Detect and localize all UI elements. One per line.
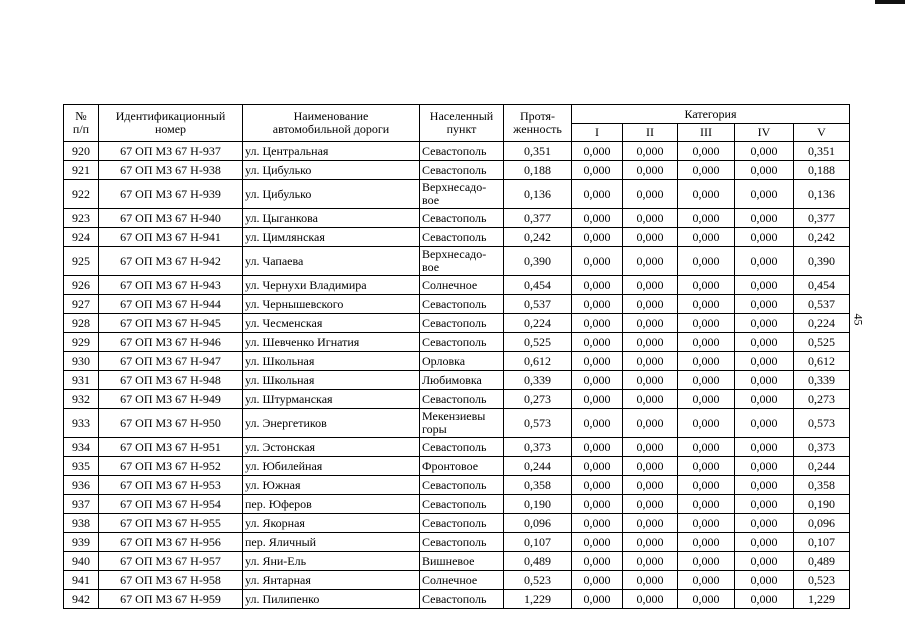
table-row — [64, 476, 850, 495]
row-road-name: ул. Энергетиков — [243, 409, 420, 438]
row-cat-2: 0,000 — [623, 514, 678, 533]
row-road-name: ул. Чесменская — [243, 314, 420, 333]
row-cat-5: 0,537 — [794, 295, 850, 314]
row-cat-5: 0,525 — [794, 333, 850, 352]
table-row — [64, 276, 850, 295]
row-cat-5: 0,096 — [794, 514, 850, 533]
row-cat-4: 0,000 — [735, 409, 794, 438]
row-cat-2: 0,000 — [623, 533, 678, 552]
row-cat-2: 0,000 — [623, 571, 678, 590]
row-cat-1: 0,000 — [572, 533, 623, 552]
row-number: 928 — [64, 314, 99, 333]
table-row — [64, 571, 850, 590]
row-road-name: ул. Яни-Ель — [243, 552, 420, 571]
row-cat-1: 0,000 — [572, 457, 623, 476]
table-row — [64, 247, 850, 276]
row-cat-1: 0,000 — [572, 514, 623, 533]
row-length: 0,188 — [504, 161, 572, 180]
row-length: 0,244 — [504, 457, 572, 476]
row-cat-1: 0,000 — [572, 314, 623, 333]
row-cat-2: 0,000 — [623, 295, 678, 314]
header-cat-4: IV — [735, 124, 794, 142]
row-length: 0,224 — [504, 314, 572, 333]
row-road-name: ул. Школьная — [243, 352, 420, 371]
row-cat-5: 0,107 — [794, 533, 850, 552]
row-length: 0,136 — [504, 180, 572, 209]
row-road-name: ул. Шевченко Игнатия — [243, 333, 420, 352]
row-length: 0,525 — [504, 333, 572, 352]
row-cat-5: 0,358 — [794, 476, 850, 495]
row-cat-2: 0,000 — [623, 228, 678, 247]
row-length: 1,229 — [504, 590, 572, 609]
header-name — [243, 105, 420, 142]
row-cat-1: 0,000 — [572, 228, 623, 247]
row-id: 67 ОП МЗ 67 Н-944 — [99, 295, 243, 314]
row-cat-3: 0,000 — [678, 228, 735, 247]
row-cat-5: 0,136 — [794, 180, 850, 209]
row-cat-3: 0,000 — [678, 457, 735, 476]
table-row — [64, 142, 850, 161]
row-cat-3: 0,000 — [678, 409, 735, 438]
row-cat-2: 0,000 — [623, 409, 678, 438]
row-number: 939 — [64, 533, 99, 552]
row-locality: Верхнесадо- вое — [420, 247, 504, 276]
row-cat-3: 0,000 — [678, 209, 735, 228]
row-locality: Вишневое — [420, 552, 504, 571]
row-cat-5: 0,612 — [794, 352, 850, 371]
row-cat-4: 0,000 — [735, 314, 794, 333]
row-number: 924 — [64, 228, 99, 247]
row-road-name: ул. Школьная — [243, 371, 420, 390]
row-locality: Фронтовое — [420, 457, 504, 476]
row-cat-1: 0,000 — [572, 352, 623, 371]
row-locality: Севастополь — [420, 228, 504, 247]
row-locality: Севастополь — [420, 390, 504, 409]
row-cat-2: 0,000 — [623, 142, 678, 161]
row-road-name: пер. Юферов — [243, 495, 420, 514]
row-cat-2: 0,000 — [623, 438, 678, 457]
row-cat-3: 0,000 — [678, 333, 735, 352]
row-id: 67 ОП МЗ 67 Н-956 — [99, 533, 243, 552]
row-cat-3: 0,000 — [678, 352, 735, 371]
header-cat-2: II — [623, 124, 678, 142]
row-locality: Севастополь — [420, 161, 504, 180]
row-cat-3: 0,000 — [678, 533, 735, 552]
row-id: 67 ОП МЗ 67 Н-952 — [99, 457, 243, 476]
row-locality: Любимовка — [420, 371, 504, 390]
row-road-name: ул. Цимлянская — [243, 228, 420, 247]
row-length: 0,351 — [504, 142, 572, 161]
row-locality: Солнечное — [420, 571, 504, 590]
table-row — [64, 514, 850, 533]
corner-mark — [875, 0, 905, 4]
row-cat-5: 0,273 — [794, 390, 850, 409]
row-cat-2: 0,000 — [623, 247, 678, 276]
row-locality: Солнечное — [420, 276, 504, 295]
roads-table — [63, 104, 850, 609]
row-road-name: ул. Янтарная — [243, 571, 420, 590]
row-cat-1: 0,000 — [572, 409, 623, 438]
row-locality: Севастополь — [420, 314, 504, 333]
page-number: 45 — [851, 313, 866, 326]
row-number: 926 — [64, 276, 99, 295]
row-cat-2: 0,000 — [623, 180, 678, 209]
row-length: 0,107 — [504, 533, 572, 552]
row-length: 0,190 — [504, 495, 572, 514]
row-road-name: ул. Чернышевского — [243, 295, 420, 314]
row-cat-4: 0,000 — [735, 180, 794, 209]
table-row — [64, 438, 850, 457]
row-id: 67 ОП МЗ 67 Н-946 — [99, 333, 243, 352]
row-length: 0,454 — [504, 276, 572, 295]
table-row — [64, 333, 850, 352]
row-cat-4: 0,000 — [735, 276, 794, 295]
row-cat-3: 0,000 — [678, 476, 735, 495]
row-length: 0,358 — [504, 476, 572, 495]
row-locality: Севастополь — [420, 533, 504, 552]
row-cat-4: 0,000 — [735, 247, 794, 276]
header-name-text: Наименование автомобильной дороги — [272, 109, 390, 136]
row-road-name: ул. Южная — [243, 476, 420, 495]
row-cat-3: 0,000 — [678, 590, 735, 609]
row-road-name: ул. Чернухи Владимира — [243, 276, 420, 295]
row-cat-1: 0,000 — [572, 333, 623, 352]
row-cat-3: 0,000 — [678, 276, 735, 295]
row-cat-1: 0,000 — [572, 180, 623, 209]
row-cat-5: 0,390 — [794, 247, 850, 276]
table-row — [64, 590, 850, 609]
table-body — [64, 142, 850, 609]
row-cat-2: 0,000 — [623, 276, 678, 295]
row-id: 67 ОП МЗ 67 Н-941 — [99, 228, 243, 247]
row-id: 67 ОП МЗ 67 Н-945 — [99, 314, 243, 333]
row-cat-3: 0,000 — [678, 390, 735, 409]
row-number: 938 — [64, 514, 99, 533]
row-cat-4: 0,000 — [735, 514, 794, 533]
row-id: 67 ОП МЗ 67 Н-940 — [99, 209, 243, 228]
row-locality: Мекензиевы горы — [420, 409, 504, 438]
row-locality: Севастополь — [420, 514, 504, 533]
table-row — [64, 533, 850, 552]
row-id: 67 ОП МЗ 67 Н-953 — [99, 476, 243, 495]
row-number: 941 — [64, 571, 99, 590]
row-road-name: ул. Цыганкова — [243, 209, 420, 228]
row-cat-2: 0,000 — [623, 457, 678, 476]
row-cat-5: 0,489 — [794, 552, 850, 571]
table-row — [64, 209, 850, 228]
table-row — [64, 371, 850, 390]
row-length: 0,489 — [504, 552, 572, 571]
header-cat-5: V — [794, 124, 850, 142]
row-road-name: пер. Яличный — [243, 533, 420, 552]
row-number: 931 — [64, 371, 99, 390]
row-number: 942 — [64, 590, 99, 609]
row-cat-4: 0,000 — [735, 590, 794, 609]
row-locality: Севастополь — [420, 142, 504, 161]
row-cat-1: 0,000 — [572, 390, 623, 409]
table-row — [64, 161, 850, 180]
row-cat-4: 0,000 — [735, 495, 794, 514]
row-cat-1: 0,000 — [572, 209, 623, 228]
row-locality: Севастополь — [420, 295, 504, 314]
row-cat-1: 0,000 — [572, 590, 623, 609]
row-cat-2: 0,000 — [623, 552, 678, 571]
row-locality: Верхнесадо- вое — [420, 180, 504, 209]
row-number: 927 — [64, 295, 99, 314]
row-road-name: ул. Чапаева — [243, 247, 420, 276]
row-cat-3: 0,000 — [678, 161, 735, 180]
row-locality: Севастополь — [420, 495, 504, 514]
row-length: 0,242 — [504, 228, 572, 247]
row-number: 920 — [64, 142, 99, 161]
row-cat-3: 0,000 — [678, 142, 735, 161]
row-cat-4: 0,000 — [735, 295, 794, 314]
row-number: 923 — [64, 209, 99, 228]
row-cat-1: 0,000 — [572, 142, 623, 161]
row-cat-2: 0,000 — [623, 371, 678, 390]
row-cat-1: 0,000 — [572, 438, 623, 457]
row-number: 937 — [64, 495, 99, 514]
table-row — [64, 495, 850, 514]
row-cat-2: 0,000 — [623, 333, 678, 352]
row-id: 67 ОП МЗ 67 Н-938 — [99, 161, 243, 180]
row-length: 0,273 — [504, 390, 572, 409]
header-cat-1: I — [572, 124, 623, 142]
table-header — [64, 105, 850, 142]
row-cat-4: 0,000 — [735, 142, 794, 161]
row-road-name: ул. Цибулько — [243, 180, 420, 209]
row-road-name: ул. Пилипенко — [243, 590, 420, 609]
table-row — [64, 352, 850, 371]
row-cat-1: 0,000 — [572, 161, 623, 180]
row-cat-4: 0,000 — [735, 438, 794, 457]
row-id: 67 ОП МЗ 67 Н-947 — [99, 352, 243, 371]
row-number: 932 — [64, 390, 99, 409]
row-number: 922 — [64, 180, 99, 209]
row-length: 0,390 — [504, 247, 572, 276]
row-cat-5: 0,454 — [794, 276, 850, 295]
row-number: 934 — [64, 438, 99, 457]
row-id: 67 ОП МЗ 67 Н-939 — [99, 180, 243, 209]
row-id: 67 ОП МЗ 67 Н-951 — [99, 438, 243, 457]
row-number: 935 — [64, 457, 99, 476]
row-number: 933 — [64, 409, 99, 438]
row-cat-2: 0,000 — [623, 590, 678, 609]
table-row — [64, 228, 850, 247]
row-cat-5: 0,373 — [794, 438, 850, 457]
row-cat-5: 0,573 — [794, 409, 850, 438]
row-cat-4: 0,000 — [735, 228, 794, 247]
row-cat-3: 0,000 — [678, 514, 735, 533]
row-cat-5: 0,377 — [794, 209, 850, 228]
row-road-name: ул. Юбилейная — [243, 457, 420, 476]
row-cat-1: 0,000 — [572, 552, 623, 571]
row-cat-3: 0,000 — [678, 314, 735, 333]
header-cat-3: III — [678, 124, 735, 142]
row-road-name: ул. Центральная — [243, 142, 420, 161]
row-cat-5: 0,224 — [794, 314, 850, 333]
row-road-name: ул. Эстонская — [243, 438, 420, 457]
row-cat-5: 0,351 — [794, 142, 850, 161]
row-number: 930 — [64, 352, 99, 371]
row-cat-4: 0,000 — [735, 552, 794, 571]
row-locality: Севастополь — [420, 438, 504, 457]
row-road-name: ул. Штурманская — [243, 390, 420, 409]
row-number: 936 — [64, 476, 99, 495]
row-cat-4: 0,000 — [735, 457, 794, 476]
row-cat-1: 0,000 — [572, 295, 623, 314]
row-id: 67 ОП МЗ 67 Н-957 — [99, 552, 243, 571]
row-id: 67 ОП МЗ 67 Н-954 — [99, 495, 243, 514]
row-cat-5: 1,229 — [794, 590, 850, 609]
row-id: 67 ОП МЗ 67 Н-943 — [99, 276, 243, 295]
header-locality-text: Населенный пункт — [429, 109, 494, 136]
row-cat-1: 0,000 — [572, 476, 623, 495]
row-cat-2: 0,000 — [623, 476, 678, 495]
row-length: 0,612 — [504, 352, 572, 371]
row-length: 0,523 — [504, 571, 572, 590]
row-cat-1: 0,000 — [572, 371, 623, 390]
table-row — [64, 390, 850, 409]
row-road-name: ул. Цибулько — [243, 161, 420, 180]
row-cat-4: 0,000 — [735, 161, 794, 180]
header-category: Категория — [572, 105, 850, 124]
row-cat-3: 0,000 — [678, 552, 735, 571]
row-length: 0,537 — [504, 295, 572, 314]
row-cat-5: 0,242 — [794, 228, 850, 247]
row-locality: Севастополь — [420, 333, 504, 352]
row-cat-3: 0,000 — [678, 571, 735, 590]
row-number: 921 — [64, 161, 99, 180]
row-cat-2: 0,000 — [623, 390, 678, 409]
row-cat-4: 0,000 — [735, 371, 794, 390]
header-length-text: Протя- женность — [513, 109, 562, 136]
row-number: 929 — [64, 333, 99, 352]
table-row — [64, 295, 850, 314]
row-id: 67 ОП МЗ 67 Н-948 — [99, 371, 243, 390]
row-id: 67 ОП МЗ 67 Н-949 — [99, 390, 243, 409]
row-road-name: ул. Якорная — [243, 514, 420, 533]
table-row — [64, 314, 850, 333]
row-cat-3: 0,000 — [678, 438, 735, 457]
table-row — [64, 457, 850, 476]
row-length: 0,339 — [504, 371, 572, 390]
header-locality — [420, 105, 504, 142]
table-row — [64, 552, 850, 571]
row-id: 67 ОП МЗ 67 Н-955 — [99, 514, 243, 533]
row-cat-3: 0,000 — [678, 495, 735, 514]
header-num-text: № п/п — [72, 109, 90, 136]
row-locality: Севастополь — [420, 209, 504, 228]
row-cat-2: 0,000 — [623, 161, 678, 180]
row-cat-4: 0,000 — [735, 333, 794, 352]
header-id-text: Идентификационный номер — [115, 109, 226, 136]
row-cat-4: 0,000 — [735, 533, 794, 552]
row-cat-2: 0,000 — [623, 352, 678, 371]
row-cat-2: 0,000 — [623, 495, 678, 514]
row-number: 925 — [64, 247, 99, 276]
row-cat-2: 0,000 — [623, 314, 678, 333]
row-cat-1: 0,000 — [572, 276, 623, 295]
row-cat-5: 0,188 — [794, 161, 850, 180]
header-length — [504, 105, 572, 142]
row-locality: Севастополь — [420, 476, 504, 495]
row-id: 67 ОП МЗ 67 Н-958 — [99, 571, 243, 590]
row-cat-2: 0,000 — [623, 209, 678, 228]
row-cat-1: 0,000 — [572, 247, 623, 276]
row-locality: Орловка — [420, 352, 504, 371]
row-cat-4: 0,000 — [735, 571, 794, 590]
header-num — [64, 105, 99, 142]
row-length: 0,377 — [504, 209, 572, 228]
row-cat-3: 0,000 — [678, 371, 735, 390]
row-cat-1: 0,000 — [572, 571, 623, 590]
row-cat-4: 0,000 — [735, 476, 794, 495]
header-id — [99, 105, 243, 142]
row-cat-3: 0,000 — [678, 247, 735, 276]
row-id: 67 ОП МЗ 67 Н-937 — [99, 142, 243, 161]
row-number: 940 — [64, 552, 99, 571]
row-length: 0,096 — [504, 514, 572, 533]
row-cat-1: 0,000 — [572, 495, 623, 514]
row-cat-4: 0,000 — [735, 352, 794, 371]
table-row — [64, 409, 850, 438]
row-length: 0,573 — [504, 409, 572, 438]
row-cat-3: 0,000 — [678, 295, 735, 314]
row-cat-4: 0,000 — [735, 209, 794, 228]
table-row — [64, 180, 850, 209]
row-cat-3: 0,000 — [678, 180, 735, 209]
row-cat-5: 0,339 — [794, 371, 850, 390]
row-cat-5: 0,190 — [794, 495, 850, 514]
row-cat-5: 0,523 — [794, 571, 850, 590]
row-id: 67 ОП МЗ 67 Н-942 — [99, 247, 243, 276]
row-id: 67 ОП МЗ 67 Н-959 — [99, 590, 243, 609]
row-cat-4: 0,000 — [735, 390, 794, 409]
row-cat-5: 0,244 — [794, 457, 850, 476]
row-locality: Севастополь — [420, 590, 504, 609]
row-length: 0,373 — [504, 438, 572, 457]
row-id: 67 ОП МЗ 67 Н-950 — [99, 409, 243, 438]
